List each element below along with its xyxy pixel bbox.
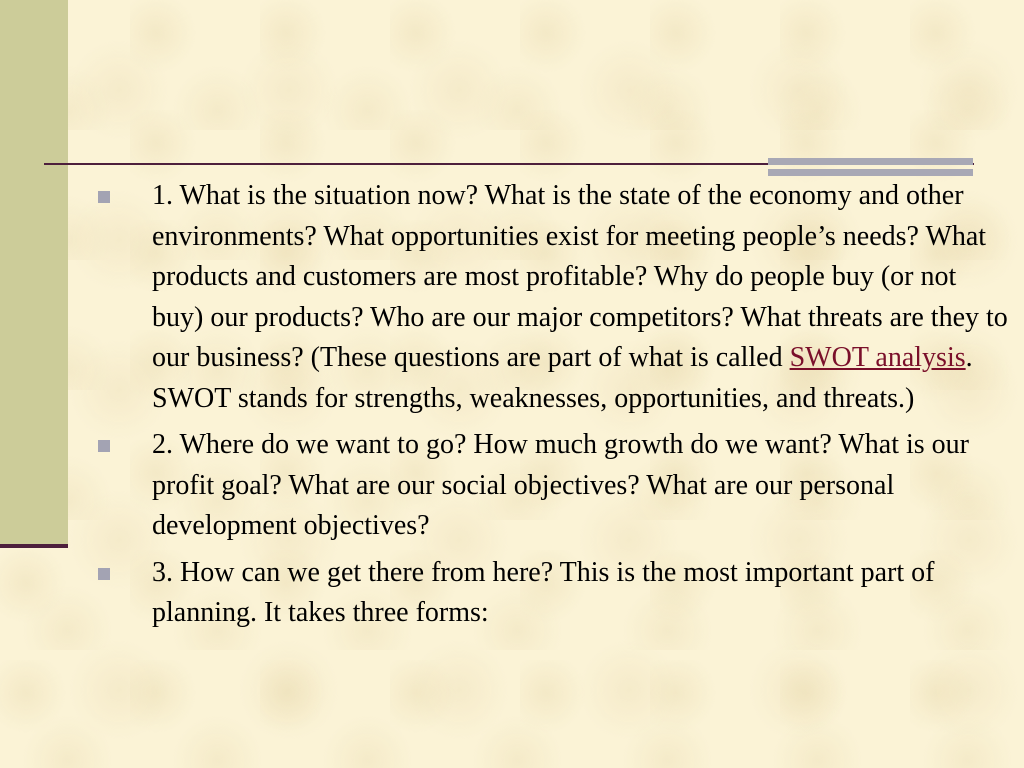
accent-bar-top: [768, 158, 973, 165]
bullet-item-goals: [96, 425, 1012, 547]
side-decor-bar: [0, 0, 68, 545]
accent-bar-bottom: [768, 169, 973, 176]
slide-content: [96, 176, 1012, 640]
square-bullet-icon: [98, 191, 110, 203]
swot-analysis-link[interactable]: SWOT analysis: [789, 342, 966, 373]
bullet-text-goals: 2. Where do we want to go? How much growth do we want? What is our profit goal? What are our social objectives? What are our personal development objectives?: [152, 429, 969, 541]
square-bullet-icon: [98, 568, 110, 580]
bullet-item-planning: [96, 553, 1012, 634]
rule-accent-bars: [768, 158, 973, 178]
square-bullet-icon: [98, 440, 110, 452]
bullet-item-situation: [96, 176, 1012, 419]
bullet-list: [96, 176, 1012, 634]
bullet-text-situation-part1: 1. What is the situation now? What is the state of the economy and other environments? What opportunities exist for meeting people’s needs? What products and customers are most profitable? Why do people buy (or not buy) our products? Who are our major competitors? What threats are they to our business? (These questions are part of what is called: [152, 180, 1008, 373]
bullet-text-situation-part2: . SWOT stands for strengths, weaknesses, opportunities, and threats.): [152, 342, 973, 414]
side-decor-underline: [0, 544, 68, 548]
bullet-text-planning: 3. How can we get there from here? This is the most important part of planning. It takes three forms:: [152, 556, 935, 628]
